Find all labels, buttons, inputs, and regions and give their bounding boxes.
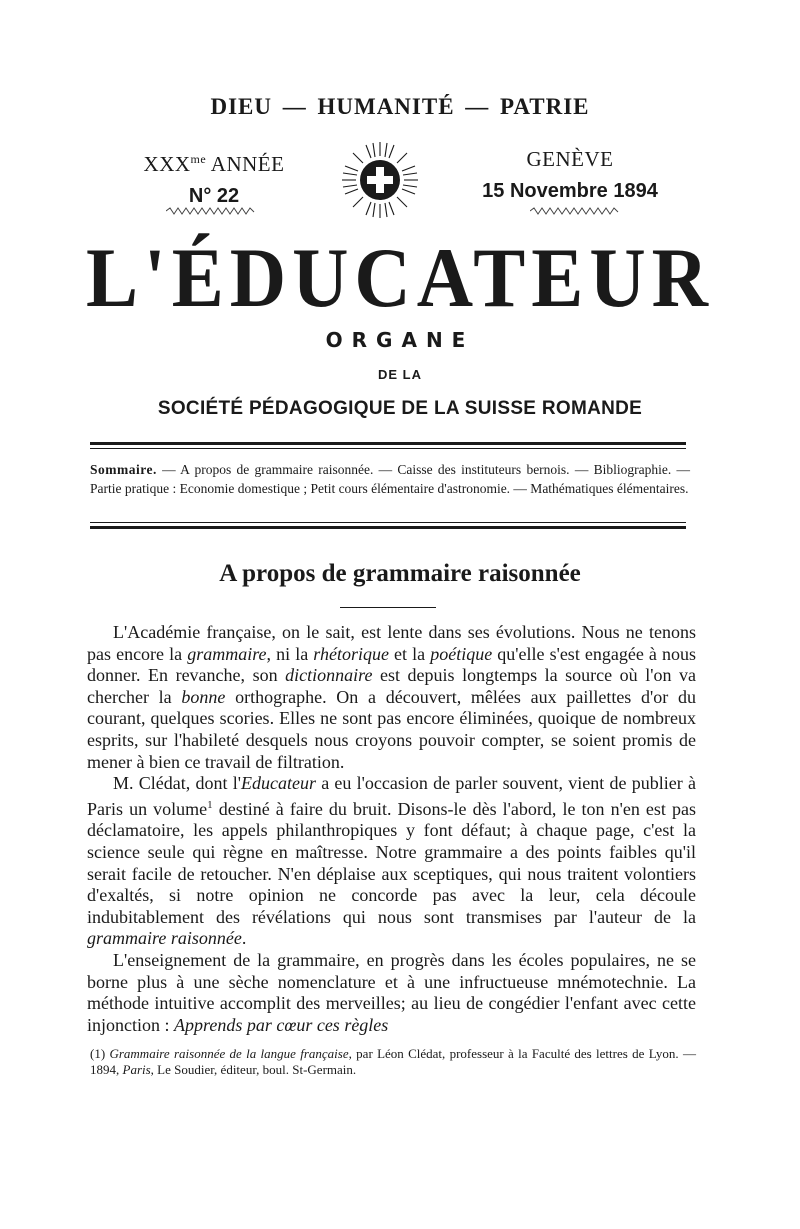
masthead-title: L'ÉDUCATEUR: [86, 230, 714, 325]
article-title: A propos de grammaire raisonnée: [219, 560, 581, 587]
header-left: [84, 146, 344, 209]
motto: DIEU — HUMANITÉ — PATRIE: [210, 94, 590, 119]
divider: [90, 526, 686, 529]
sommaire-label: Sommaire.: [90, 462, 157, 477]
year-label: $XXX^{me}$ ANNÉE: [143, 152, 285, 176]
sommaire-text: — A propos de grammaire raisonnée. — Caisse des instituteurs bernois. — Bibliographie. — Partie pratique : Economie domestique ; Petit cours élémentaire d'astronomie. — Mathématiques élémentaires.: [90, 462, 690, 496]
header-right: [440, 146, 700, 204]
paragraph: L'enseignement de la grammaire, en progrès dans les écoles populaires, ne se borne plus à une sèche nomenclature et à une infructueuse mnémotechnie. La méthode intuitive accomplit des merveilles; au lieu de congédier l'enfant avec cette injonction : Apprends par cœur ces règles: [87, 949, 696, 1035]
footnote-ref: 1: [207, 798, 213, 811]
city: GENÈVE: [526, 147, 614, 171]
table-of-contents: [90, 460, 690, 498]
issue-number: N° 22: [188, 185, 240, 207]
title-underline: [340, 607, 436, 608]
organe-label: ORGANE: [325, 328, 475, 352]
divider: [90, 442, 686, 445]
divider: [90, 522, 686, 523]
left-ornament: [166, 206, 256, 216]
paragraph: M. Clédat, dont l'Educateur a eu l'occasion de parler souvent, vient de publier à Paris un volume$^1$ destiné à faire du bruit. Disons-le dès l'abord, le ton n'en est pas déclamatoire, les appels philanthropiques y font défaut; à chaque page, c'est la science seule qui règne en maîtresse. Notre grammaire a des points faibles qu'il serait facile de retoucher. N'en déplaise aux sceptiques, qui nous traitent volontiers d'exaltés, si notre opinion ne concorde pas avec la leur, cela découle indubitablement des révélations qui nous sont transmises par l'auteur de la grammaire raisonnée.: [87, 773, 696, 949]
society-name: SOCIÉTÉ PÉDAGOGIQUE DE LA SUISSE ROMANDE: [157, 398, 643, 419]
footnote: (1) Grammaire raisonnée de la langue française, par Léon Clédat, professeur à la Faculté des lettres de Lyon. — 1894, Paris, Le Soudier, éditeur, boul. St-Germain.: [90, 1046, 696, 1077]
article-body: [87, 622, 696, 1036]
de-la-label: DE LA: [378, 367, 422, 382]
paragraph: L'Académie française, on le sait, est lente dans ses évolutions. Nous ne tenons pas encore la grammaire, ni la rhétorique et la poétique qu'elle s'est engagée à nous donner. En revanche, son dictionnaire est depuis longtemps la source où l'on va chercher la bonne orthographe. On a découvert, mêlées aux paillettes d'or du courant, quelques scories. Elles ne sont pas encore éliminées, quoique de nombreux esprits, sur l'habileté desquels nous croyons pouvoir compter, se soient promis de mener à bien ce travail de filtration.: [87, 622, 697, 772]
right-ornament: [530, 206, 620, 216]
swiss-cross-emblem-icon: [340, 140, 420, 220]
divider: [90, 448, 686, 449]
issue-date: 15 Novembre 1894: [482, 180, 658, 202]
